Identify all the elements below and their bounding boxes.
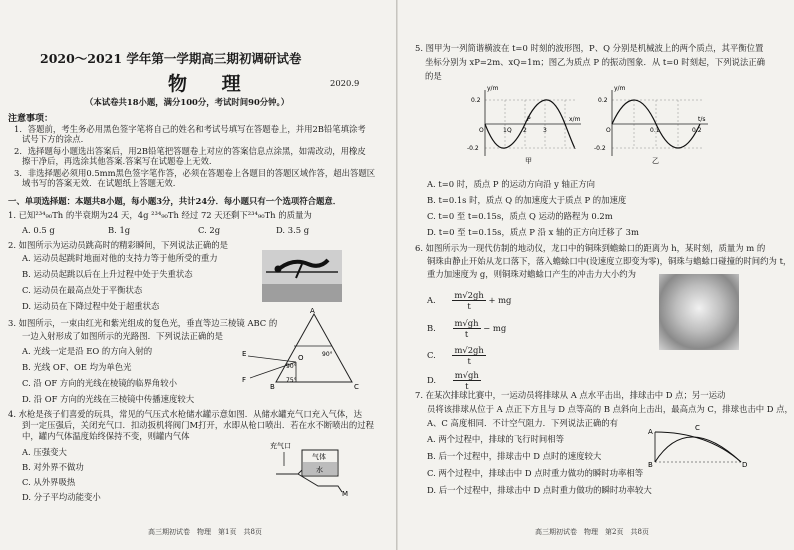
tick-3: 3 (543, 127, 547, 134)
point-q-label: Q (507, 127, 512, 134)
question-4-stem-cont: 中，罐内气体温度始终保持不变，则罐内气体 (22, 431, 190, 441)
vertex-c-label: C (354, 383, 359, 390)
notes-heading: 注意事项： (8, 114, 54, 124)
option-label: B. (427, 323, 436, 333)
amplitude-top-label: 0.2 (471, 97, 481, 104)
exam-info: （本试卷共18小题，满分100分，考试时间90分钟。） (85, 97, 290, 107)
origin-label: O (606, 127, 611, 134)
tick-2: 2 (523, 127, 527, 134)
tick-0.1: 0.1 (650, 127, 660, 134)
question-3-stem: 3. 如图所示，一束由红光和紫光组成的复色光，垂直等边三棱镜 ABC 的 (8, 318, 278, 328)
q5-option-b: B. t=0.1s 时，质点 Q 的加速度大于质点 P 的加速度 (427, 195, 627, 205)
angle-90b-label: 90° (322, 351, 333, 358)
q2-option-c: C. 运动员在最高点处于平衡状态 (22, 285, 143, 295)
fraction-numerator: m√gh (454, 370, 479, 380)
question-5-stem-cont: 坐标分别为 xP=2m、xQ=1m；图乙为质点 P 的振动图象．从 t=0 时刻起，下列说法正确 (425, 57, 766, 67)
q2-option-a: A. 运动员起跳时地面对他的支持力等于他所受的重力 (22, 253, 218, 263)
q6-option-a (427, 290, 511, 311)
fraction-numerator: m√2gh (454, 345, 484, 355)
section-heading: 一、单项选择题：本题共8小题，每小题3分，共计24分．每小题只有一个选项符合题意． (8, 196, 342, 206)
exam-date: 2020.9 (330, 78, 360, 88)
note-line: 擦干净后，再选涂其他答案.答案写在试题卷上无效. (22, 156, 212, 166)
question-4-stem: 4. 水枪是孩子们喜爱的玩具，常见的气压式水枪储水罐示意如图．从储水罐充气口充入气体，达 (8, 409, 363, 419)
option-tail: − mg (483, 323, 507, 333)
option-label: C. (427, 350, 436, 360)
q7-option-b: B. 后一个过程中，排球击中 D 点时的速度较大 (427, 451, 602, 461)
vertex-a-label: A (310, 307, 315, 315)
question-7-stem-cont: A、C 高度相同．不计空气阻力．下列说法正确的有 (427, 418, 618, 428)
tick-1: 1 (503, 127, 507, 134)
q6-option-d (427, 370, 481, 391)
water-label: 水 (316, 466, 323, 474)
left-page-footer: 高三期初试卷 物理 第1页 共8页 (148, 528, 262, 536)
q7-option-a: A. 两个过程中，排球的飞行时间相等 (427, 434, 564, 444)
point-e-label: E (242, 350, 247, 358)
q1-option-d: D. 3.5 g (276, 225, 310, 235)
point-c-label: C (695, 424, 700, 432)
high-jump-photo (262, 250, 342, 302)
valve-m-label: M (342, 490, 349, 498)
water-gun-diagram (268, 440, 352, 498)
amplitude-top-label: 0.2 (598, 97, 608, 104)
vertex-b-label: B (270, 383, 275, 390)
fraction-numerator: m√2gh (454, 290, 484, 300)
q3-option-c: C. 沿 OF 方向的光线在棱镜的临界角较小 (22, 378, 178, 388)
q1-option-b: B. 1g (108, 225, 131, 235)
q3-option-a: A. 光线一定是沿 EO 的方向入射的 (22, 346, 153, 356)
note-line: 2．选择题每小题选出答案后，用2B铅笔把答题卷上对应的答案信息点涂黑，如需改动，用橡皮 (14, 146, 366, 156)
y-axis-label: y/m (487, 85, 499, 92)
point-f-label: F (242, 376, 247, 384)
right-page-footer: 高三期初试卷 物理 第2页 共8页 (535, 528, 649, 536)
q2-option-b: B. 运动员起跳以后在上升过程中处于失重状态 (22, 269, 193, 279)
x-axis-label: x/m (569, 116, 581, 123)
question-5-stem: 5. 图甲为一列简谐横波在 t=0 时刻的波形图，P、Q 分别是机械波上的两个质点，其平衡位置 (415, 43, 764, 53)
q6-option-c (427, 345, 486, 366)
angle-75-label: 75° (286, 377, 297, 384)
q5-option-c: C. t=0 至 t=0.15s，质点 Q 运动的路程为 0.2m (427, 211, 613, 221)
question-3-stem-cont: 一边入射形成了如图所示的光路图．下列说法正确的是 (22, 331, 223, 341)
wave-graph-yi (592, 84, 712, 166)
point-a-label: A (648, 428, 653, 436)
inlet-label: 充气口 (270, 442, 291, 450)
fraction-denominator: t (464, 329, 469, 339)
graph-jia-caption: 甲 (525, 157, 532, 165)
fraction-denominator: t (465, 381, 469, 391)
angle-90-label: 90° (286, 363, 297, 370)
gas-label: 气体 (312, 453, 326, 461)
question-6-stem-cont: 重力加速度为 g，则铜珠对蟾蜍口产生的冲击力大小约为 (427, 269, 637, 279)
q4-option-c: C. 从外界吸热 (22, 477, 76, 487)
q5-option-a: A. t=0 时，质点 P 的运动方向沿 y 轴正方向 (427, 179, 596, 189)
point-b-label: B (648, 461, 653, 469)
amplitude-bottom-label: -0.2 (594, 145, 606, 152)
q1-option-a: A. 0.5 g (22, 225, 55, 235)
question-4-stem-cont: 到一定压强后，关闭充气口．扣动扳机将阀门M打开，水即从枪口喷出．若在水不断喷出的过程 (22, 420, 374, 430)
note-line: 1．答题前，考生务必用黑色签字笔将自己的姓名和考试号填写在答题卷上，并用2B铅笔填涂考 (14, 124, 366, 134)
point-p-label: P (527, 116, 531, 123)
q3-option-d: D. 沿 OF 方向的光线在三棱镜中传播速度较大 (22, 394, 195, 404)
y-axis-label: y/m (614, 85, 626, 92)
fraction-numerator: m√gh (454, 318, 479, 328)
t-axis-label: t/s (698, 116, 706, 123)
fraction-denominator: t (467, 356, 471, 366)
point-d-label: D (742, 461, 748, 469)
wave-graph-jia (465, 84, 585, 166)
question-1-stem: 1. 已知²³⁴₉₀Th 的半衰期为24 天，4g ²³⁴₉₀Th 经过 72 天还剩下²³⁴₉₀Th 的质量为 (8, 210, 312, 220)
note-line: 域书写的答案无效．在试题纸上答题无效. (22, 178, 176, 188)
tick-0.2: 0.2 (692, 127, 702, 134)
amplitude-bottom-label: -0.2 (467, 145, 479, 152)
right-page (397, 0, 794, 550)
question-2-stem: 2. 如图所示为运动员跳高时的精彩瞬间，下列说法正确的是 (8, 240, 229, 250)
graph-yi-caption: 乙 (652, 157, 659, 165)
note-line: 3．非选择题必须用0.5mm黑色签字笔作答，必须在答题卷上各题目的答题区域作答，超出答题区 (14, 168, 376, 178)
seismograph-photo (659, 274, 739, 350)
q6-option-b (427, 318, 506, 339)
prism-diagram (236, 306, 364, 390)
subject-heading: 物 理 (168, 73, 255, 95)
q4-option-a: A. 压强变大 (22, 447, 67, 457)
q2-option-d: D. 运动员在下降过程中处于超重状态 (22, 301, 160, 311)
option-label: A. (427, 295, 436, 305)
q5-option-d: D. t=0 至 t=0.15s，质点 P 沿 x 轴的正方向迁移了 3m (427, 227, 639, 237)
q7-option-d: D. 后一个过程中，排球击中 D 点时重力做功的瞬时功率较大 (427, 485, 652, 495)
question-5-stem-cont: 的是 (425, 71, 442, 81)
question-6-stem: 6. 如图所示为一现代仿制的地动仪，龙口中的铜珠到蟾蜍口的距离为 h，某时刻，质量为 m 的 (415, 243, 766, 253)
point-o-label: O (298, 354, 304, 362)
question-7-stem: 7. 在某次排球比赛中，一运动员将排球从 A 点水平击出，排球击中 D 点；另一运动 (415, 390, 726, 400)
option-label: D. (427, 375, 437, 385)
exam-title: 2020～2021 学年第一学期高三期初调研试卷 (40, 51, 302, 66)
question-7-stem-cont: 员将该排球从位于 A 点正下方且与 D 点等高的 B 点斜向上击出，最高点为 C，排球也击中 D 点， (427, 404, 793, 414)
q1-option-c: C. 2g (198, 225, 221, 235)
question-6-stem-cont: 铜珠由静止开始从龙口落下，落入蟾蜍口中(设速度立即变为零)，铜珠与蟾蜍口碰撞的时间约为 t， (427, 256, 792, 266)
q4-option-b: B. 对外界不做功 (22, 462, 84, 472)
option-tail: + mg (488, 295, 512, 305)
volleyball-trajectory-diagram (647, 420, 749, 470)
origin-label: O (479, 127, 484, 134)
q7-option-c: C. 两个过程中，排球击中 D 点时重力做功的瞬时功率相等 (427, 468, 644, 478)
note-line: 试号下方的涂点. (22, 134, 84, 144)
fraction-denominator: t (467, 301, 471, 311)
q4-option-d: D. 分子平均动能变小 (22, 492, 101, 502)
q3-option-b: B. 光线 OF、OE 均为单色光 (22, 362, 132, 372)
